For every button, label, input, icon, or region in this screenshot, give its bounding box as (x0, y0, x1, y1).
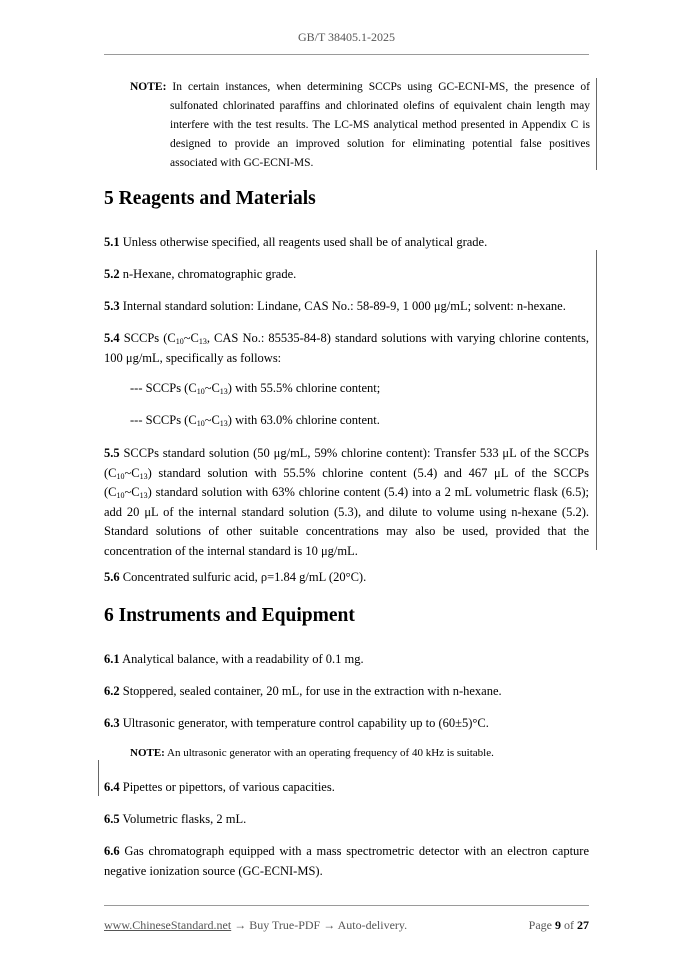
note-label: NOTE: (130, 81, 167, 93)
clause-6-6: 6.6 Gas chromatograph equipped with a mass spectrometric detector with an electron capture negative ionization source (GC-ECNI-MS). (104, 844, 590, 878)
note-line-2: sulfonated chlorinated paraffins and chlorinated olefins of equivalent chain length may (170, 100, 590, 112)
website-link[interactable]: www.ChineseStandard.net (104, 918, 232, 932)
clause-6-5: 6.5 Volumetric flasks, 2 mL. (104, 812, 247, 826)
clause-6-1: 6.1 Analytical balance, with a readability of 0.1 mg. (104, 652, 364, 666)
clause-6-4: 6.4 Pipettes or pipettors, of various capacities. (104, 780, 335, 794)
revision-bar-6-4 (98, 760, 99, 796)
note-6-3: NOTE: An ultrasonic generator with an operating frequency of 40 kHz is suitable. (130, 747, 494, 759)
header-divider (104, 54, 589, 55)
list-item-63-0: --- SCCPs $(C_{10}\sim C_{13})$ with 63.0% chlorine content. (130, 413, 380, 428)
note-line-5: associated with GC-ECNI-MS. (170, 157, 314, 169)
clause-5-6: 5.6 Concentrated sulfuric acid, ρ=1.84 g/mL (20°C). (104, 570, 367, 584)
document-header: GB/T 38405.1-2025 (297, 30, 396, 44)
section-6-title: 6 Instruments and Equipment (104, 605, 355, 626)
arrow-right-icon: → (323, 918, 336, 932)
total-pages: 27 (577, 918, 589, 932)
page-indicator: Page 9 of 27 (528, 918, 589, 932)
revision-bar-section5 (596, 250, 597, 550)
auto-delivery-text: Auto-delivery. (337, 918, 408, 932)
note-top (130, 78, 590, 173)
clause-5-1: 5.1 Unless otherwise specified, all reagents used shall be of analytical grade. (104, 235, 488, 249)
clause-6-2: 6.2 Stoppered, sealed container, 20 mL, for use in the extraction with n-hexane. (104, 684, 502, 698)
note-line-1: NOTE: In certain instances, when determining SCCPs using GC-ECNI-MS, the presence of (130, 81, 591, 93)
clause-5-5: 5.5 SCCPs standard solution (50 μg/mL, 59% chlorine content): Transfer 533 μL of the SCCPs $(C_{10}\sim C_{13})$ standard solution with 55.5% chlorine content (5.4) and 467 μL of the SCCPs $(C_{10}\sim C_{13})$ standard solution with 63% chlorine content (5.4) into a 2 mL volumetric flask (6.5); add 20 μL of the internal standard solution (5.3), and dilute to volume using n-hexane (5.2). Standard solutions of other suitable concentrations may also be used, provided that the concentration of the internal standard is 10 μg/mL. (104, 446, 589, 558)
clause-5-4: 5.4 SCCPs ($C_{10}\sim C_{13}$, CAS No.: 85535-84-8) standard solutions with varying chlorine contents, 100 μg/mL, specifically as follows: (104, 331, 589, 365)
note-line-4: designed to provide an improved solution for eliminating potential false positives (170, 138, 590, 150)
arrow-right-icon: → (234, 918, 247, 932)
current-page: 9 (555, 918, 561, 932)
buy-pdf-link[interactable]: Buy True-PDF (249, 918, 321, 932)
list-item-55-5: --- SCCPs $(C_{10}\sim C_{13})$ with 55.5% chlorine content; (130, 381, 381, 396)
clause-5-2: 5.2 n-Hexane, chromatographic grade. (104, 267, 297, 281)
footer-promo (104, 918, 407, 933)
clause-5-3: 5.3 Internal standard solution: Lindane, CAS No.: 58-89-9, 1 000 μg/mL; solvent: n-hexane. (104, 299, 566, 313)
section-5-title: 5 Reagents and Materials (104, 188, 316, 209)
note-line-3: interfere with the test results. The LC-MS analytical method presented in Appendix C is (170, 119, 590, 131)
revision-bar-note (596, 78, 597, 170)
footer-divider (104, 905, 589, 906)
clause-6-3: 6.3 Ultrasonic generator, with temperature control capability up to (60±5)°C. (104, 716, 489, 730)
